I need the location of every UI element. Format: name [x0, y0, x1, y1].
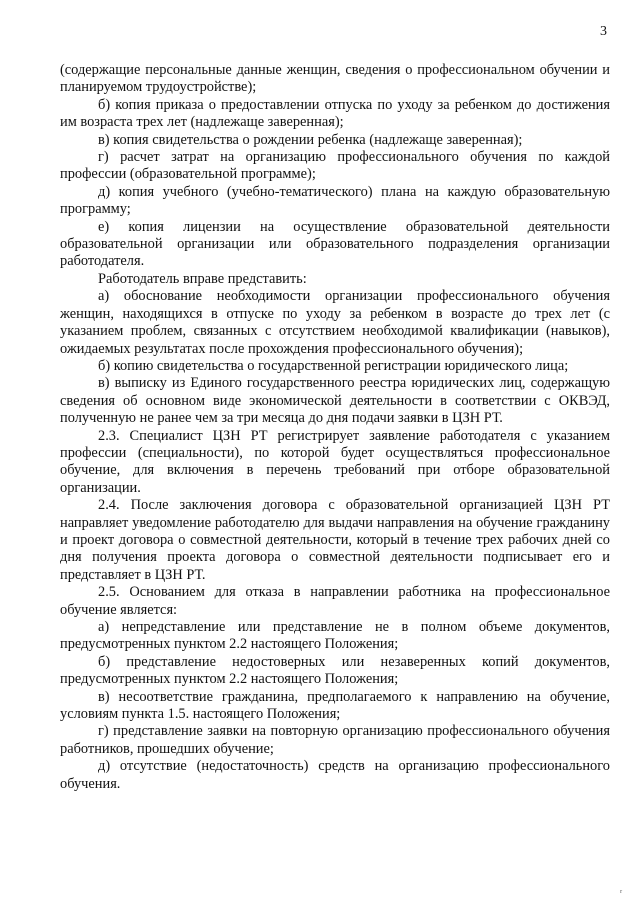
- paragraph: б) представление недостоверных или незаверенных копий документов, предусмотренных пунктом 2.2 настоящего Положения;: [60, 653, 610, 688]
- paragraph: 2.4. После заключения договора с образовательной организацией ЦЗН РТ направляет уведомление работодателю для выдачи направления на обучение гражданину и проект договора о совместной деятельности, который в течение трех рабочих дней со дня получения проекта договора о совместной деятельности подписывает его и представляет в ЦЗН РТ.: [60, 497, 610, 583]
- paragraph: д) копия учебного (учебно-тематического) плана на каждую образовательную программу;: [60, 183, 610, 218]
- paragraph: б) копию свидетельства о государственной регистрации юридического лица;: [98, 357, 569, 374]
- paragraph: 2.5. Основанием для отказа в направлении работника на профессиональное обучение является:: [60, 584, 610, 618]
- paragraph: (содержащие персональные данные женщин, сведения о профессиональном обучении и планируемом трудоустройстве);: [60, 62, 610, 96]
- page-number: 3: [600, 24, 607, 39]
- paragraph: а) непредставление или представление не в полном объеме документов, предусмотренных пунктом 2.2 настоящего Положения;: [60, 619, 610, 653]
- paragraph: д) отсутствие (недостаточность) средств на организацию профессионального обучения.: [60, 758, 610, 792]
- paragraph: а) обоснование необходимости организации профессионального обучения женщин, находящихся в отпуске по уходу за ребенком в возрасте до трех лет (с указанием проблем, связанных с отсутствием необходимой квалификации (навыков), ожидаемых результатах после прохождения профессионального обучения);: [60, 288, 610, 357]
- paragraph: в) несоответствие гражданина, предполагаемого к направлению на обучение, условиям пункта 1.5. настоящего Положения;: [60, 688, 610, 723]
- paragraph: г) расчет затрат на организацию профессионального обучения по каждой профессии (образовательной программе);: [60, 149, 610, 183]
- paragraph: Работодатель вправе представить:: [98, 270, 307, 287]
- paragraph: е) копия лицензии на осуществление образовательной деятельности образовательной организации или образовательного подразделения организации работодателя.: [60, 218, 610, 270]
- corner-mark: ᵣ: [620, 884, 623, 895]
- document-body: [60, 62, 610, 793]
- paragraph: в) выписку из Единого государственного реестра юридических лиц, содержащую сведения об основном виде экономической деятельности в соответствии с ОКВЭД, полученную не ранее чем за три месяца до дня подачи заявки в ЦЗН РТ.: [60, 375, 610, 427]
- paragraph: в) копия свидетельства о рождении ребенка (надлежаще заверенная);: [98, 131, 523, 148]
- paragraph: г) представление заявки на повторную организацию профессионального обучения работников, прошедших обучение;: [60, 723, 610, 757]
- paragraph: б) копия приказа о предоставлении отпуска по уходу за ребенком до достижения им возраста трех лет (надлежаще заверенная);: [60, 96, 610, 131]
- paragraph: 2.3. Специалист ЦЗН РТ регистрирует заявление работодателя с указанием профессии (специальности), по которой будет осуществляться профессиональное обучение, для включения в перечень требований при отборе образовательной организации.: [60, 427, 610, 496]
